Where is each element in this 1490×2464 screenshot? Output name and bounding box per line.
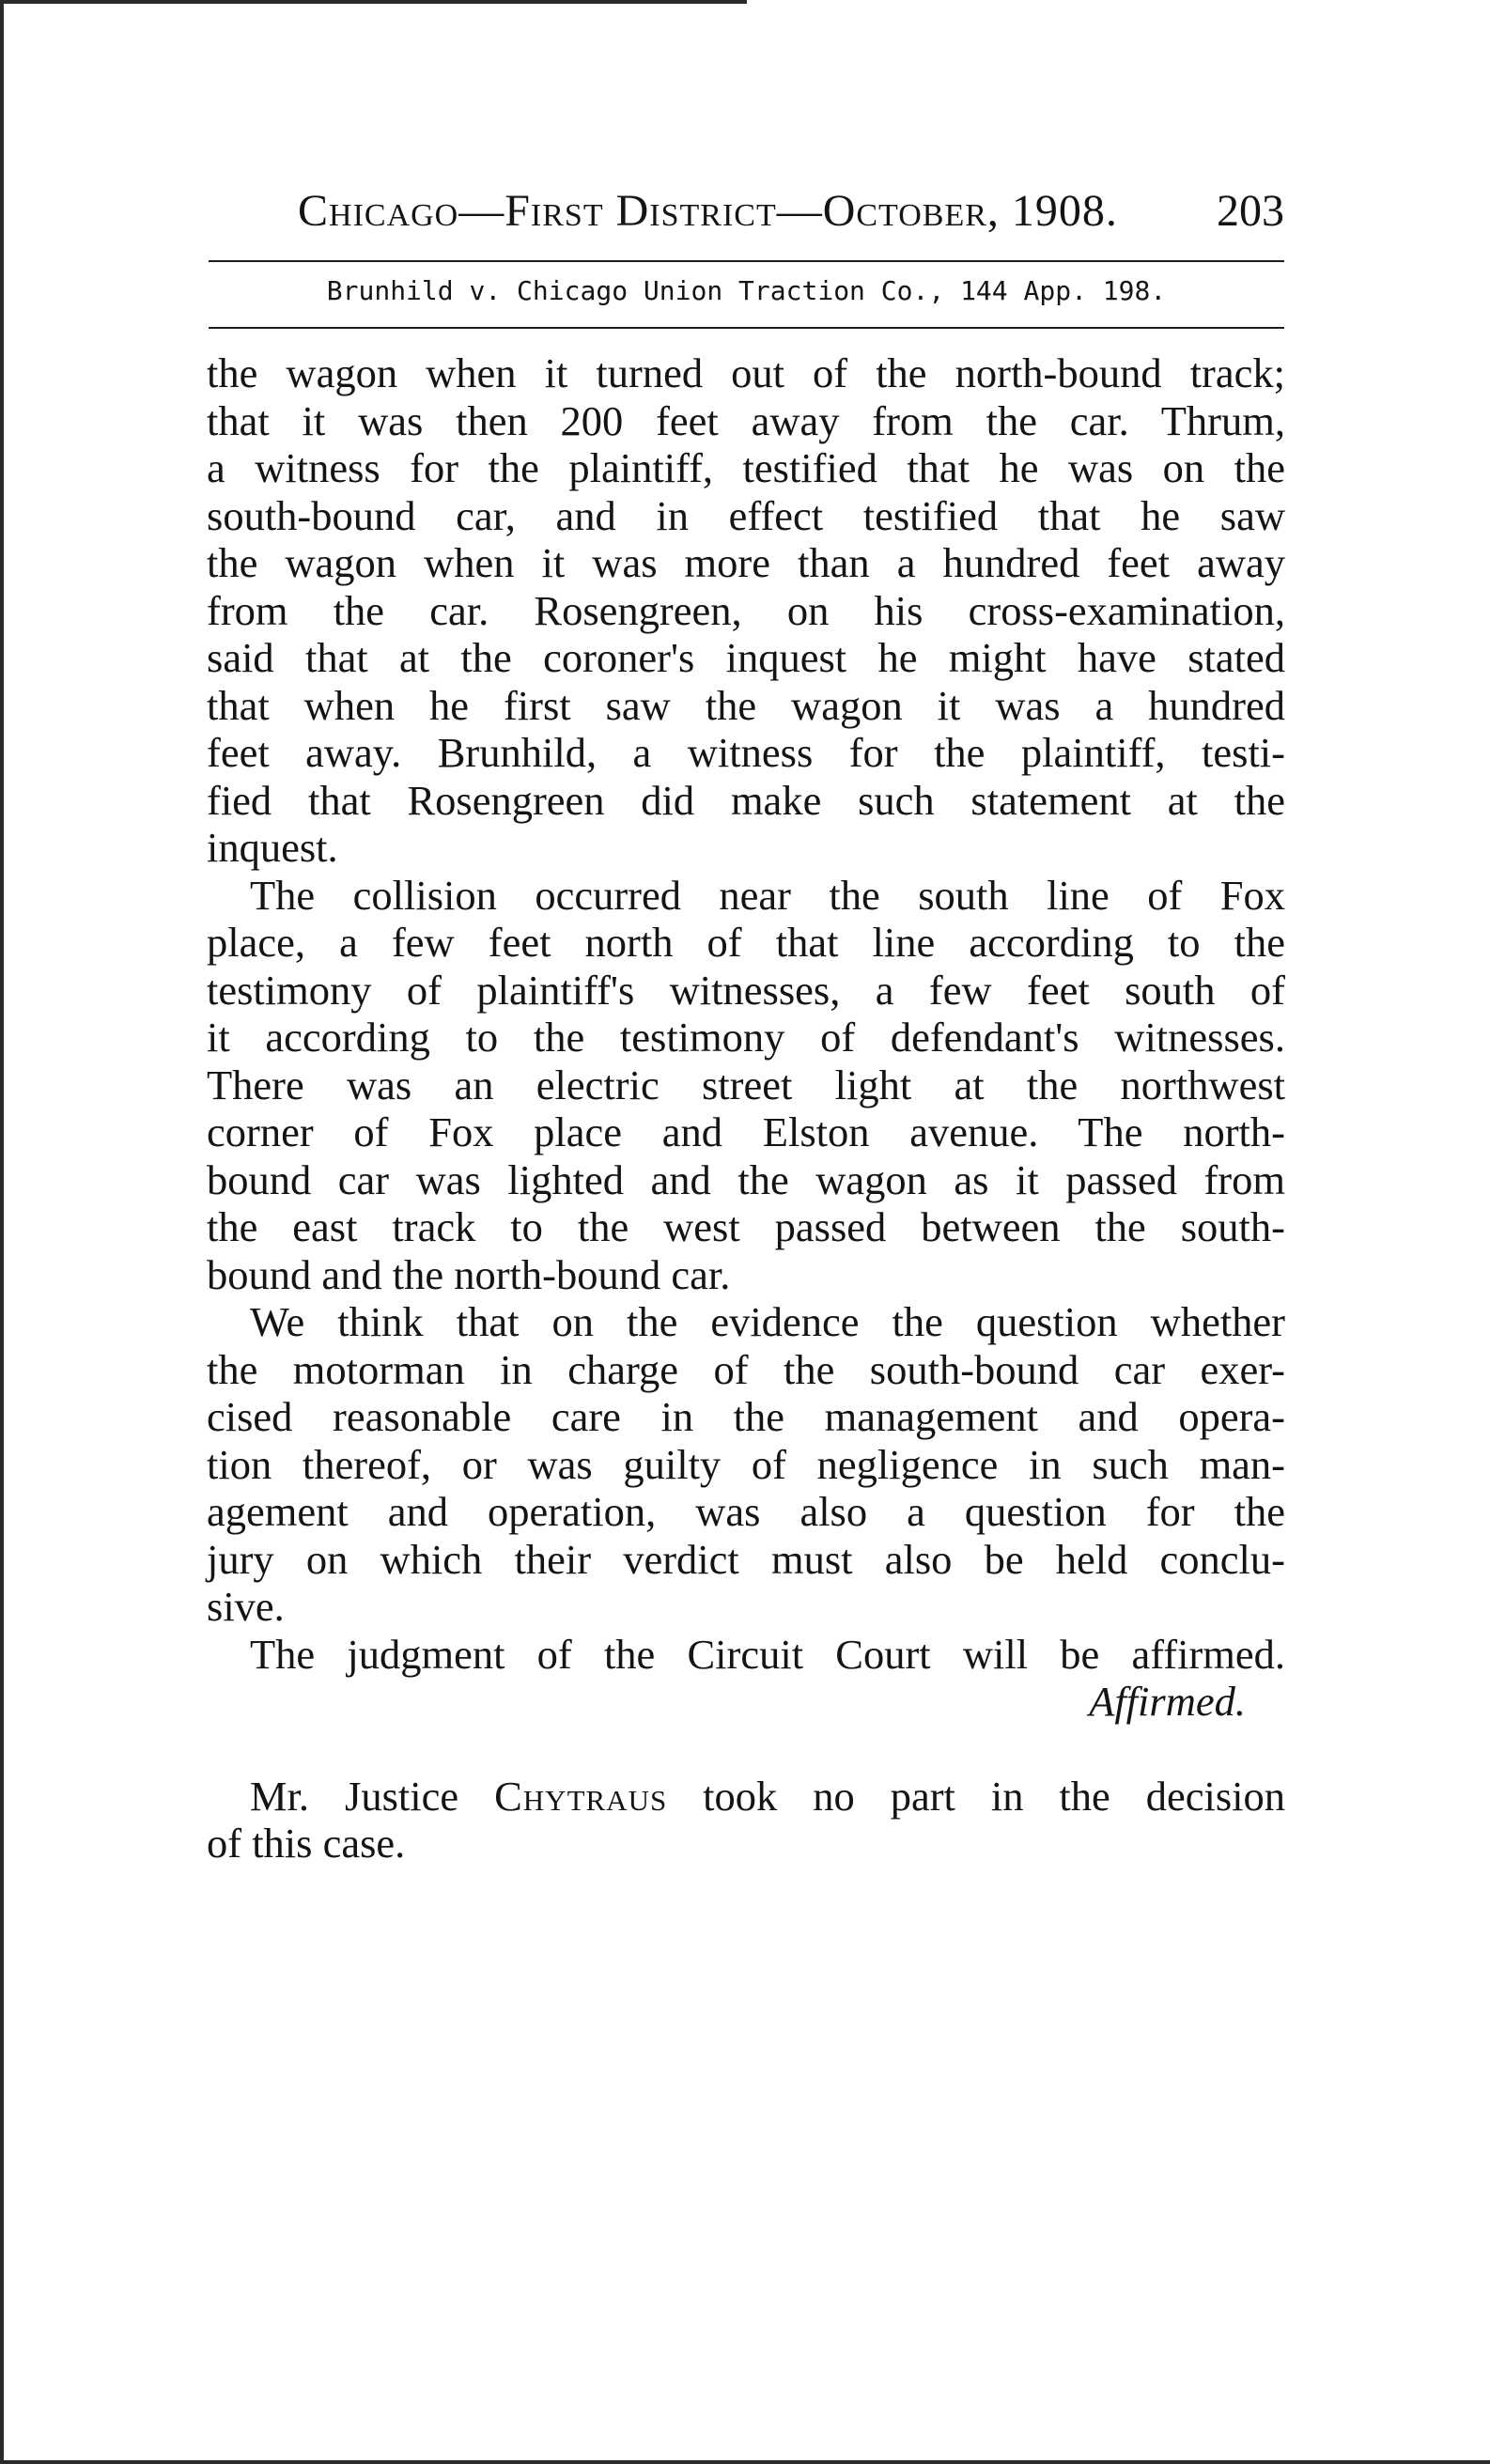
text-line: We think that on the evidence the question whether [250, 1298, 1285, 1345]
case-citation: Brunhild v. Chicago Union Traction Co., 144 App. 198. [326, 275, 1167, 306]
note-prefix: Mr. Justice [250, 1772, 459, 1820]
paragraph-1 [207, 349, 1285, 872]
page-header [209, 185, 1284, 245]
text-line: tion thereof, or was guilty of negligence in such man- [207, 1440, 1285, 1488]
paragraph-3 [207, 1298, 1285, 1631]
body-text [207, 349, 1285, 1867]
text-line: agement and operation, was also a question for the [207, 1488, 1285, 1535]
text-line: corner of Fox place and Elston avenue. The north- [207, 1108, 1285, 1155]
page-number: 203 [1217, 186, 1284, 236]
justice-note [207, 1773, 1285, 1867]
top-edge-rule [0, 0, 747, 4]
text-line: said that at the coroner's inquest he might have stated [207, 634, 1285, 681]
text-line: that it was then 200 feet away from the car. Thrum, [207, 396, 1285, 444]
text-line: cised reasonable care in the management and opera- [207, 1393, 1285, 1440]
text-line: fied that Rosengreen did make such statement at the [207, 776, 1285, 824]
text-line: inquest. [207, 824, 338, 871]
text-line: south-bound car, and in effect testified that he saw [207, 491, 1285, 539]
text-line: of this case. [207, 1820, 406, 1867]
text-line: the wagon when it turned out of the north-bound track; [207, 349, 1285, 396]
text-line: The collision occurred near the south line of Fox [250, 871, 1285, 919]
citation-rule [209, 327, 1284, 329]
text-line: jury on which their verdict must also be held conclu- [207, 1535, 1285, 1583]
paragraph-2 [207, 872, 1285, 1299]
text-line: it according to the testimony of defendant's witnesses. [207, 1014, 1285, 1061]
text-line: that when he first saw the wagon it was a hundred [207, 681, 1285, 729]
text-line: The judgment of the Circuit Court will be affirmed. [250, 1630, 1285, 1678]
text-line: testimony of plaintiff's witnesses, a few feet south of [207, 966, 1285, 1014]
text-line: the motorman in charge of the south-bound car exer- [207, 1345, 1285, 1393]
text-line: the wagon when it was more than a hundred feet away [207, 539, 1285, 586]
justice-name: Chytraus [494, 1772, 668, 1820]
header-rule [209, 260, 1284, 262]
text-line [207, 1773, 1285, 1821]
note-rest: took no part in the decision [703, 1772, 1286, 1820]
text-line: bound car was lighted and the wagon as it passed from [207, 1155, 1285, 1203]
text-line: from the car. Rosengreen, on his cross-examination, [207, 586, 1285, 634]
text-line: feet away. Brunhild, a witness for the plaintiff, testi- [207, 729, 1285, 776]
text-line: sive. [207, 1583, 285, 1630]
text-line: bound and the north-bound car. [207, 1250, 731, 1298]
left-edge-rule [0, 0, 4, 2464]
bottom-edge-rule [0, 2460, 1490, 2464]
paragraph-4 [207, 1631, 1285, 1679]
running-title: Chicago—First District—October, 1908. [298, 186, 1118, 236]
disposition: Affirmed. [1089, 1678, 1246, 1725]
text-line: There was an electric street light at the northwest [207, 1061, 1285, 1108]
text-line: place, a few feet north of that line according to the [207, 919, 1285, 966]
text-line: a witness for the plaintiff, testified that he was on the [207, 444, 1285, 491]
spacer [207, 1726, 1285, 1773]
text-line: the east track to the west passed between the south- [207, 1203, 1285, 1250]
